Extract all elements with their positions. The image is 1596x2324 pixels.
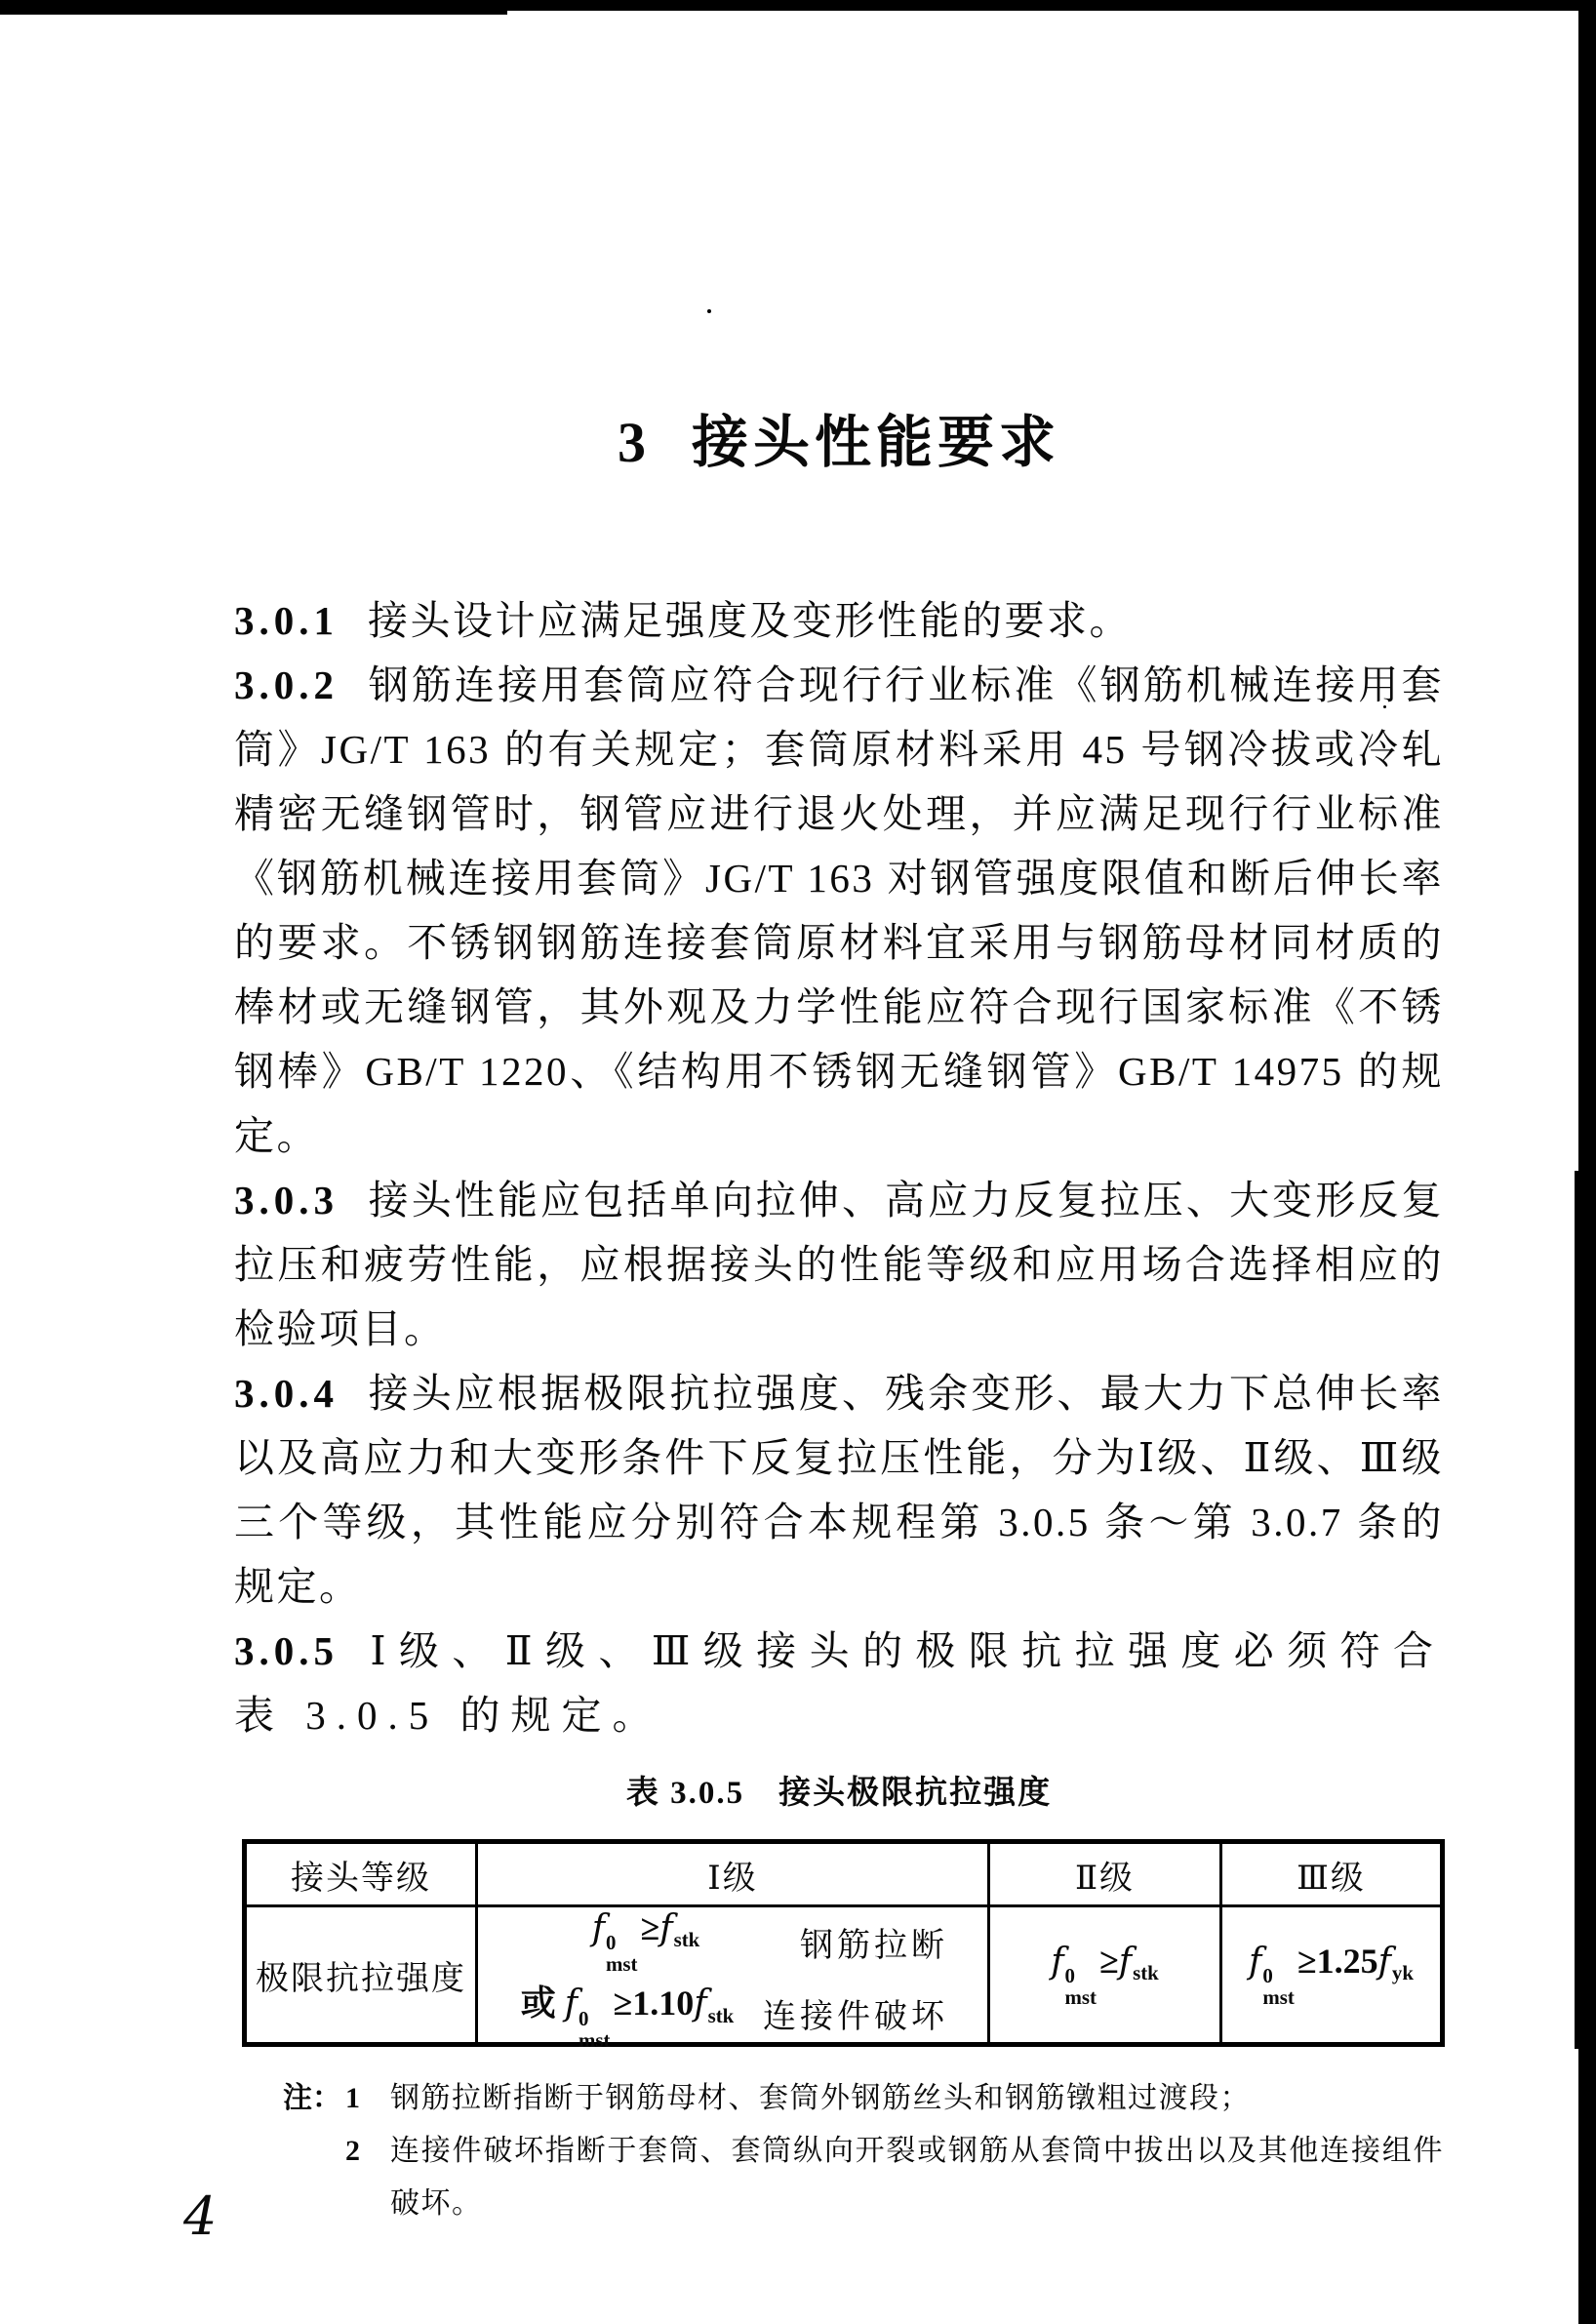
section-text: 钢筋连接用套筒应符合现行行业标准《钢筋机械连接用套筒》JG/T 163 的有关规定；套筒原材料采用 45 号钢冷拔或冷轧精密无缝钢管时，钢管应进行退火处理，并应满足现行行业标准《钢筋机械连接用套筒》JG/T 163 对钢管强度限值和断后伸长率的要求。不锈钢钢筋连接套筒原材料宜采用与钢筋母材同材质的棒材或无缝钢管，其外观及力学性能应符合现行国家标准《不锈钢棒》GB/T 1220、《结构用不锈钢无缝钢管》GB/T 14975 的规定。 [234,662,1444,1158]
joint-strength-table [242,1839,1445,2052]
grade-1-formula-2: 或 f 0 mst $\ge 1.10f_{stk}$ [520,1983,735,2052]
grade-1-requirements [478,1907,987,2052]
note-text: 钢筋拉断指断于钢筋母材、套筒外钢筋丝头和钢筋镦粗过渡段； [390,2082,1251,2114]
section-paragraph-3-0-4 [234,1361,1444,1619]
column-header-joint-grade: 接头等级 [245,1842,477,1906]
chapter-title-text: 接头性能要求 [691,411,1060,474]
table-data-row [245,1906,1443,2045]
section-paragraph-3-0-2 [234,653,1444,1168]
row-label-ultimate-tensile-strength: 极限抗拉强度 [245,1906,477,2045]
grade-2-requirements-cell [989,1906,1221,2045]
note-item-2 [283,2125,1444,2230]
grade-1-failure-mode-1: 钢筋拉断 [800,1927,948,1964]
grade-1-formula-1: f 0 mst $\ge f_{stk}$ [591,1908,700,1977]
chapter-number: 3 [617,411,651,474]
grade-1-line-2 [478,1976,987,2051]
grade-1-line-1 [478,1907,987,1976]
notes-label: 注： [283,2082,341,2114]
section-text: Ⅰ级、Ⅱ级、Ⅲ级接头的极限抗拉强度必须符合表 3.0.5 的规定。 [234,1628,1444,1738]
grade-3-formula: f 0 mst $\ge 1.25f_{yk}$ [1249,1941,1414,2010]
section-number: 3.0.3 [234,1178,339,1222]
note-number: 2 [345,2135,360,2167]
column-header-grade-3: Ⅲ级 [1221,1842,1443,1906]
scan-artifact-right-bar-ragged-edge [1575,1171,1582,2049]
grade-3-requirements-cell [1221,1906,1443,2045]
body-text [234,588,1444,1747]
table-header-row [245,1842,1443,1906]
note-number: 1 [345,2082,360,2114]
grade-2-formula: f 0 mst $\ge f_{stk}$ [1051,1941,1159,2010]
section-paragraph-3-0-1 [234,588,1444,653]
section-text: 接头应根据极限抗拉强度、残余变形、最大力下总伸长率以及高应力和大变形条件下反复拉压性能，分为Ⅰ级、Ⅱ级、Ⅲ级三个等级，其性能应分别符合本规程第 3.0.5 条～第 3.0.7 条的规定。 [234,1371,1444,1609]
notes-label-spacer [283,2125,345,2230]
page-number: 4 [183,2185,218,2247]
grade-1-requirements-cell [477,1906,989,2052]
note-text: 连接件破坏指断于套筒、套筒纵向开裂或钢筋从套筒中拔出以及其他连接组件破坏。 [390,2135,1444,2220]
note-item-1 [283,2072,1444,2125]
table-notes [283,2072,1444,2230]
chapter-title [234,408,1444,478]
section-text: 接头性能应包括单向拉伸、高应力反复拉压、大变形反复拉压和疲劳性能，应根据接头的性能等级和应用场合选择相应的检验项目。 [234,1178,1444,1351]
section-text: 接头设计应满足强度及变形性能的要求。 [368,598,1132,643]
section-number: 3.0.1 [234,598,339,643]
grade-1-failure-mode-2: 连接件破坏 [763,1999,948,2036]
section-paragraph-3-0-5 [234,1619,1444,1747]
section-paragraph-3-0-3 [234,1168,1444,1361]
page-content [234,0,1444,2230]
section-number: 3.0.4 [234,1371,339,1416]
column-header-grade-1: Ⅰ级 [477,1842,989,1906]
section-number: 3.0.5 [234,1628,339,1673]
table-caption: 表 3.0.5 接头极限抗拉强度 [625,1776,1053,1811]
column-header-grade-2: Ⅱ级 [989,1842,1221,1906]
section-number: 3.0.2 [234,662,339,707]
